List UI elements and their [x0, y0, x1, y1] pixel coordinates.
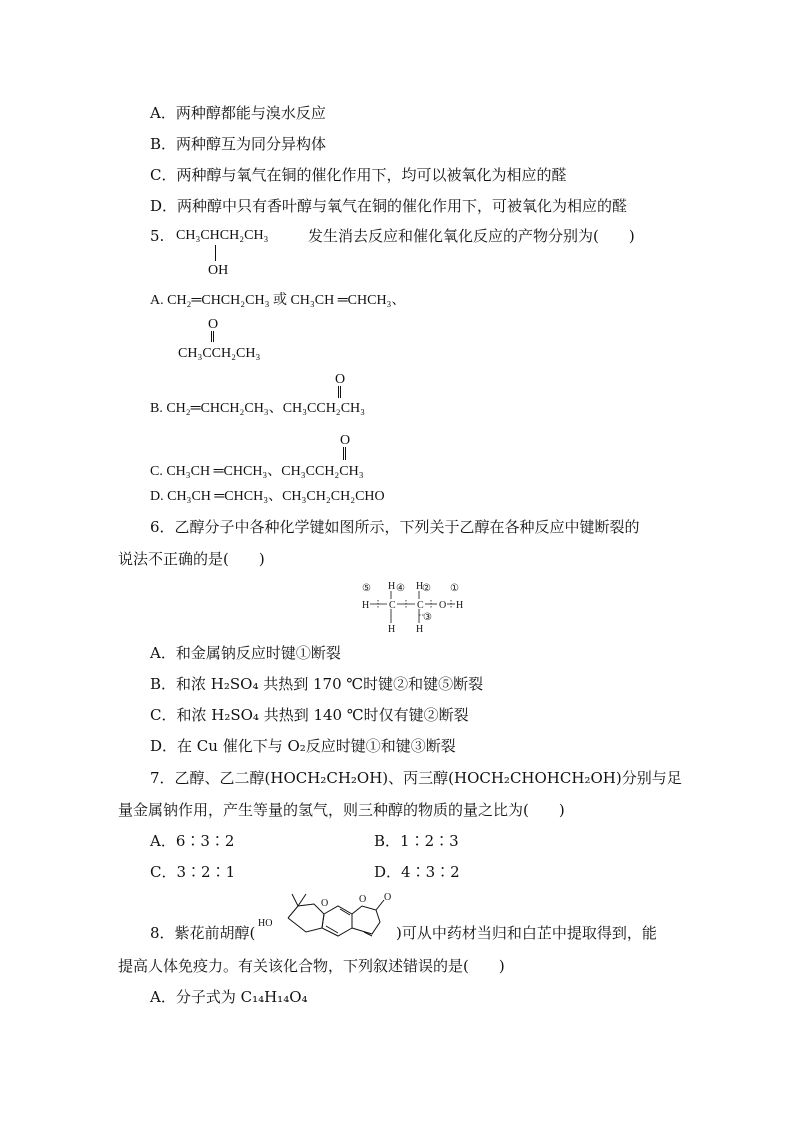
- q7-stem-line1: 7．乙醇、乙二醇(HOCH₂CH₂OH)、丙三醇(HOCH₂CHOHCH₂OH)分别与足: [150, 769, 682, 787]
- q5-option-a-o: O: [208, 317, 219, 332]
- q7-stem-line2: 量金属钠作用，产生等量的氢气，则三种醇的物质的量之比为( ): [118, 801, 565, 819]
- h-left: H: [362, 600, 370, 611]
- q5-option-c: C. CH₃CH ═CHCH₃、CH₃CCH₂CH₃: [150, 464, 364, 479]
- o-atom: O: [439, 600, 447, 611]
- q7-option-b: B．1∶2∶3: [374, 832, 459, 850]
- q6-option-c: C．和浓 H₂SO₄ 共热到 140 ℃时仅有键②断裂: [150, 706, 469, 724]
- c-2: C: [417, 600, 424, 611]
- bond-4-label: ④: [396, 583, 405, 594]
- bond-2-label: ②: [422, 583, 431, 594]
- q8-stem-suffix: )可从中药材当归和白芷中提取得到，能: [396, 924, 657, 942]
- q5-number: 5.: [150, 227, 165, 245]
- q6-option-b: B．和浓 H₂SO₄ 共热到 170 ℃时键②和键⑤断裂: [150, 675, 484, 693]
- q8-option-a: A．分子式为 C₁₄H₁₄O₄: [150, 988, 308, 1006]
- ring-oxygen-2: O: [359, 894, 367, 905]
- ethanol-bond-diagram: [360, 578, 470, 638]
- q5-option-b: B. CH₂═CHCH₂CH₃、CH₃CCH₂CH₃: [150, 401, 366, 416]
- q5-option-c-o: O: [340, 433, 351, 448]
- q4-option-a: A．两种醇都能与溴水反应: [150, 104, 326, 122]
- ring-oxygen-1: O: [321, 898, 329, 909]
- bond-5-label: ⑤: [362, 583, 371, 594]
- q6-option-a: A．和金属钠反应时键①断裂: [150, 644, 341, 662]
- q7-option-c: C．3∶2∶1: [150, 863, 236, 881]
- q4-option-d: D．两种醇中只有香叶醇与氧气在铜的催化作用下，可被氧化为相应的醛: [150, 197, 628, 215]
- q6-option-d: D．在 Cu 催化下与 O₂反应时键①和键③断裂: [150, 737, 456, 755]
- q4-option-b: B．两种醇互为同分异构体: [150, 135, 327, 153]
- q5-oh: OH: [208, 263, 229, 278]
- q8-stem-line2: 提高人体免疫力。有关该化合物，下列叙述错误的是( ): [118, 957, 505, 975]
- carbonyl-oxygen: O: [384, 892, 392, 903]
- c-1: C: [389, 600, 396, 611]
- q5-option-a-ketone: CH₃CCH₂CH₃: [178, 346, 261, 361]
- h-top-2: H: [416, 581, 424, 592]
- q5-option-a: A. CH₂═CHCH₂CH₃ 或 CH₃CH ═CHCH₃、: [150, 293, 406, 308]
- h-bottom-1: H: [388, 624, 396, 635]
- q7-option-a: A．6∶3∶2: [150, 832, 235, 850]
- q5-option-b-o: O: [335, 372, 346, 387]
- q5-formula: CH₃CHCH₂CH₃: [176, 228, 269, 243]
- bond-3-label: ③: [423, 612, 432, 623]
- q5-stem: 发生消去反应和催化氧化反应的产物分别为( ): [308, 227, 635, 245]
- ho-group: HO: [258, 918, 273, 929]
- h-bottom-2: H: [416, 624, 424, 635]
- q8-stem-prefix: 8．紫花前胡醇(: [150, 924, 256, 942]
- q6-stem-line1: 6．乙醇分子中各种化学键如图所示，下列关于乙醇在各种反应中键断裂的: [150, 518, 640, 536]
- h-top-1: H: [388, 581, 396, 592]
- q6-stem-line2: 说法不正确的是( ): [118, 550, 265, 568]
- q5-oh-bond: [215, 245, 216, 261]
- q5-option-a-double-bond: [211, 331, 214, 342]
- q7-option-d: D．4∶3∶2: [374, 863, 460, 881]
- q5-option-d: D. CH₃CH ═CHCH₃、CH₃CH₂CH₂CHO: [150, 489, 385, 504]
- h-right: H: [456, 600, 464, 611]
- q5-option-b-double-bond: [338, 386, 341, 398]
- q5-option-c-double-bond: [343, 447, 346, 460]
- bond-1-label: ①: [450, 583, 459, 594]
- decursinol-structure: [258, 886, 400, 944]
- q4-option-c: C．两种醇与氧气在铜的催化作用下，均可以被氧化为相应的醛: [150, 166, 567, 184]
